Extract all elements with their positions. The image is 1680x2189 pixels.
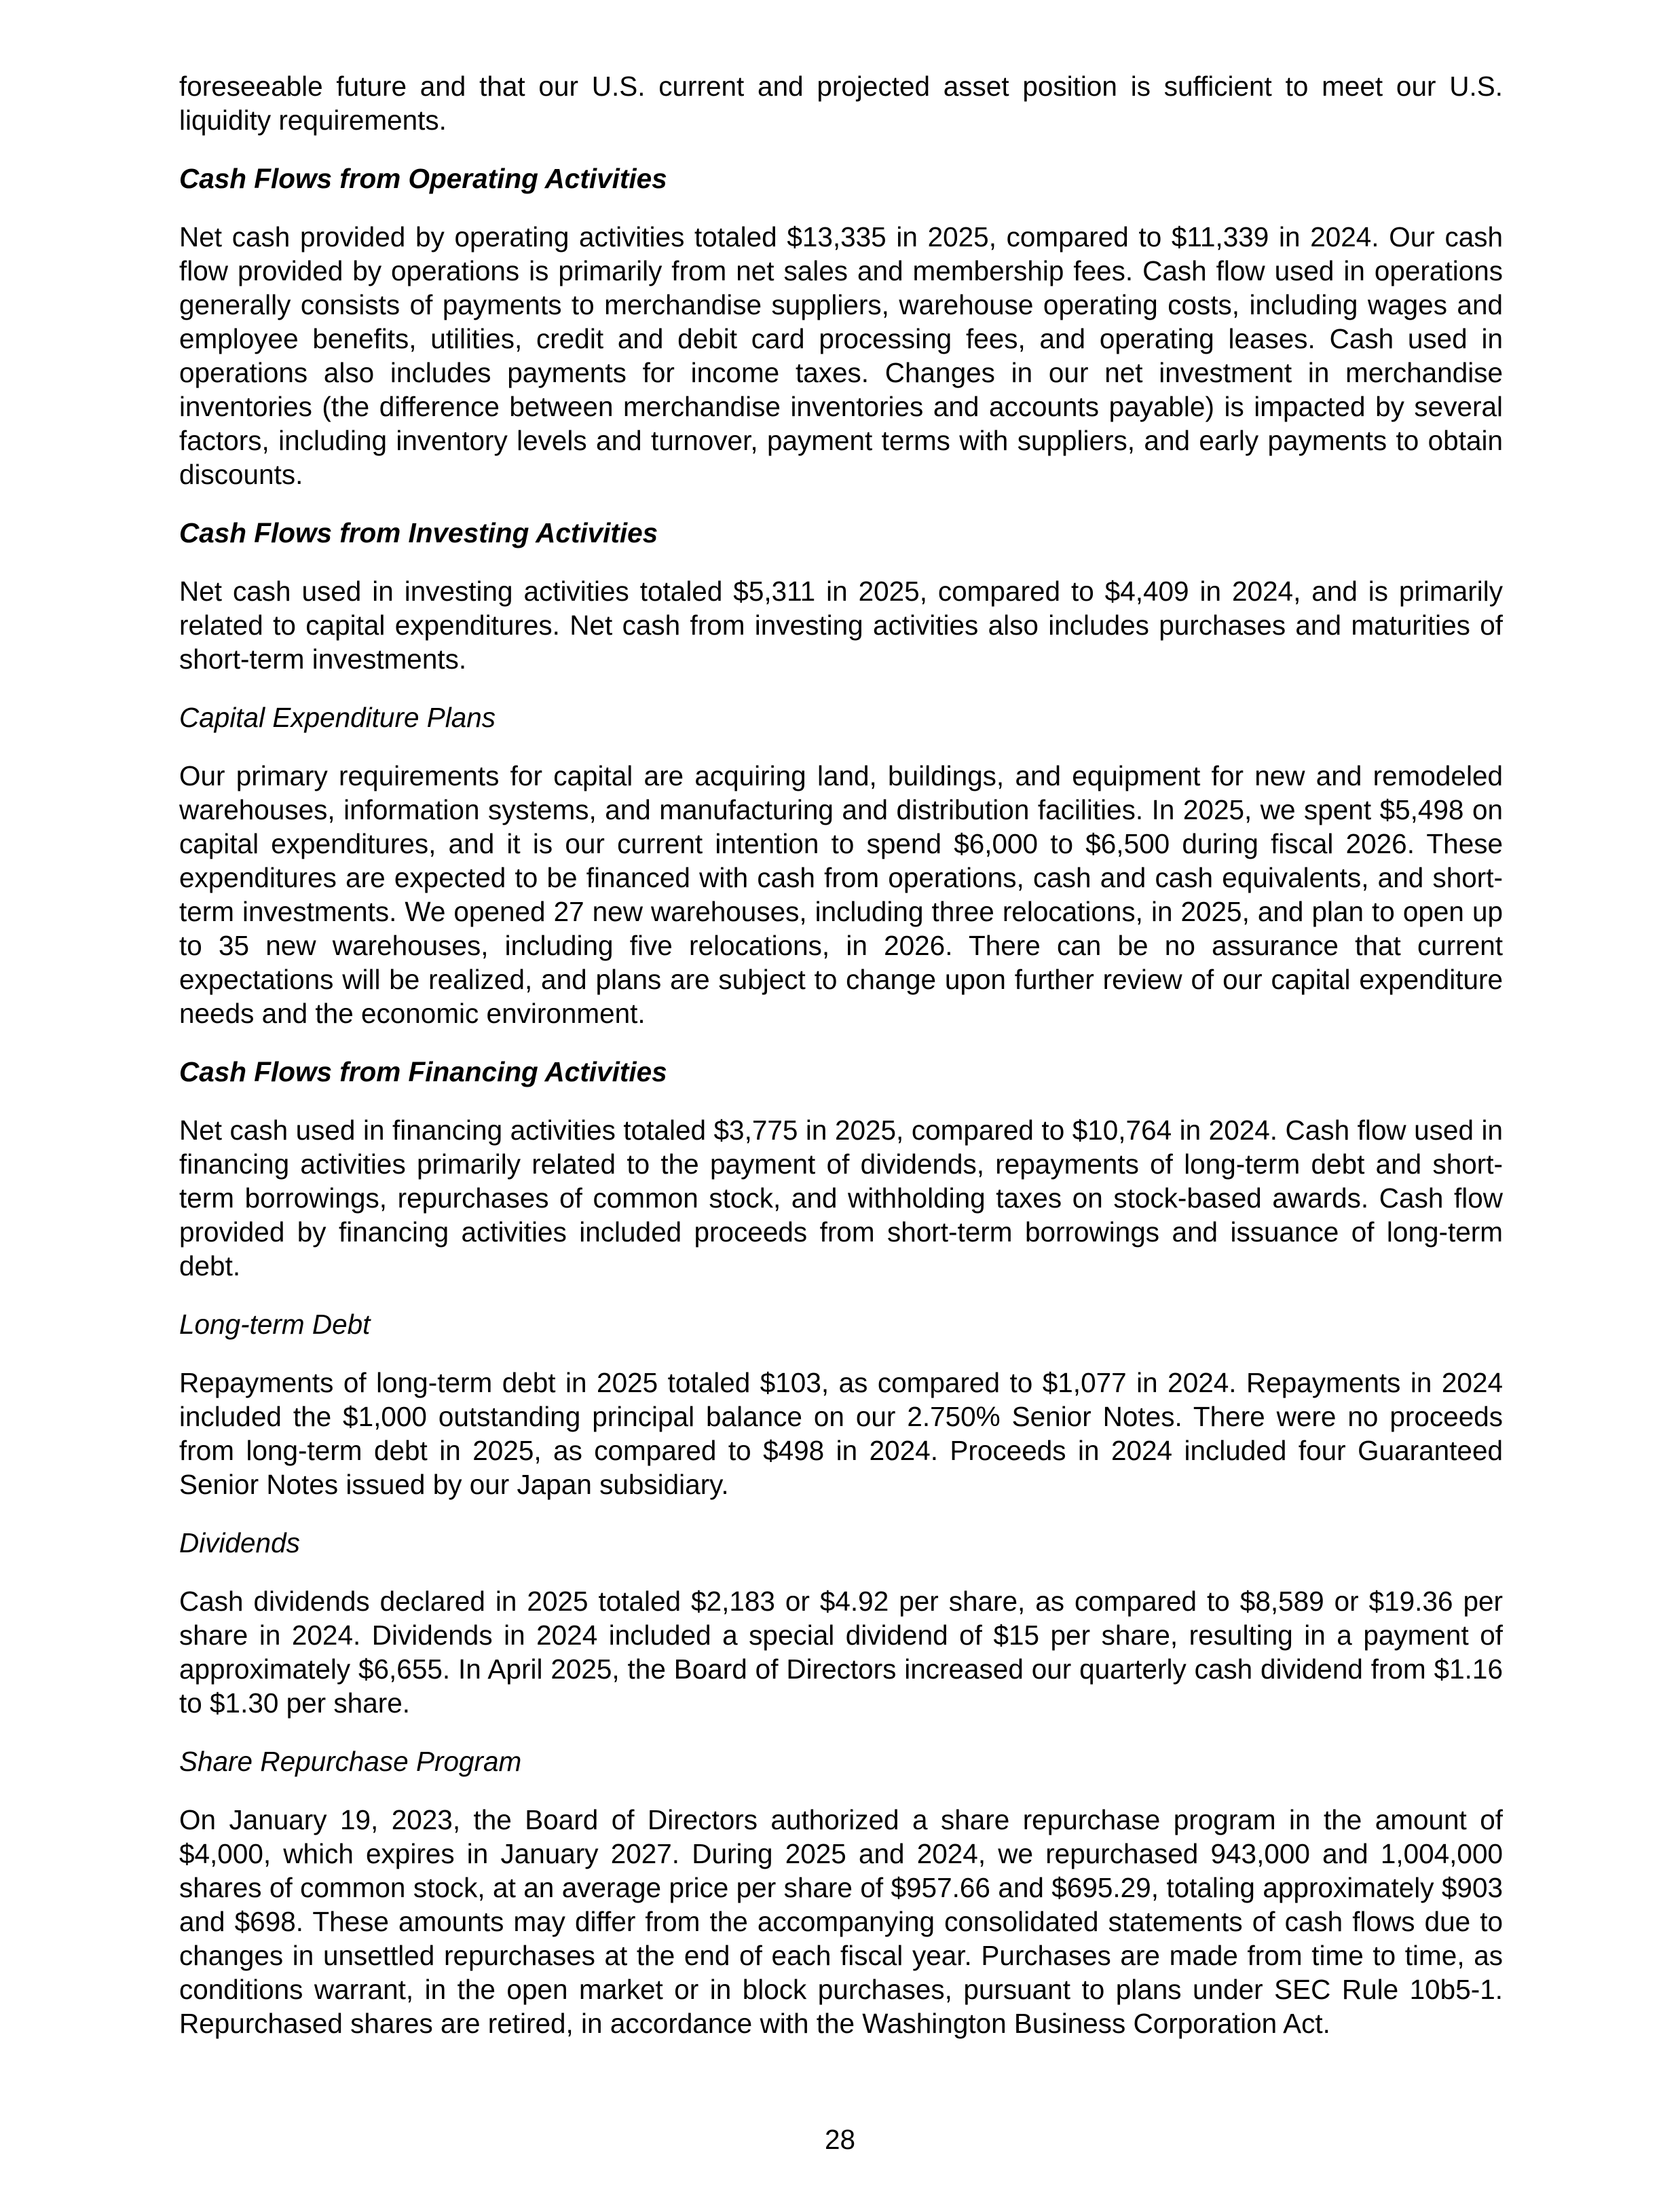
operating-activities-paragraph: Net cash provided by operating activities totaled $13,335 in 2025, compared to $11,339 in 2024. Our cash flow provided by operations is primarily from net sales and membership fees. Cash flow used in operations generally consists of payments to merchandise suppliers, warehouse operating costs, including wages and employee benefits, utilities, credit and debit card processing fees, and operating leases. Cash used in operations also includes payments for income taxes. Changes in our net investment in merchandise inventories (the difference between merchandise inventories and accounts payable) is impacted by several factors, including inventory levels and turnover, payment terms with suppliers, and early payments to obtain discounts.	[179, 221, 1503, 490]
operating-activities-heading: Cash Flows from Operating Activities	[179, 163, 667, 194]
intro-continuation-paragraph: foreseeable future and that our U.S. current and projected asset position is sufficient to meet our U.S. liquidity requirements.	[179, 71, 1503, 136]
share-repurchase-heading: Share Repurchase Program	[179, 1746, 522, 1777]
capital-expenditure-paragraph: Our primary requirements for capital are acquiring land, buildings, and equipment for new and remodeled warehouses, information systems, and manufacturing and distribution facilities. In 2025, we spent $5,498 on capital expenditures, and it is our current intention to spend $6,000 to $6,500 during fiscal 2026. These expenditures are expected to be financed with cash from operations, cash and cash equivalents, and short-term investments. We opened 27 new warehouses, including three relocations, in 2025, and plan to open up to 35 new warehouses, including five relocations, in 2026. There can be no assurance that current expectations will be realized, and plans are subject to change upon further review of our capital expenditure needs and the economic environment.	[179, 760, 1503, 1029]
capital-expenditure-heading: Capital Expenditure Plans	[179, 702, 496, 733]
dividends-paragraph: Cash dividends declared in 2025 totaled $2,183 or $4.92 per share, as compared to $8,589 or $19.36 per share in 2024. Dividends in 2024 included a special dividend of $15 per share, resulting in a payment of approximately $6,655. In April 2025, the Board of Directors increased our quarterly cash dividend from $1.16 to $1.30 per share.	[179, 1586, 1503, 1719]
investing-activities-paragraph: Net cash used in investing activities totaled $5,311 in 2025, compared to $4,409 in 2024, and is primarily related to capital expenditures. Net cash from investing activities also includes purchases and maturities of short-term investments.	[179, 576, 1503, 675]
long-term-debt-heading: Long-term Debt	[179, 1309, 371, 1340]
share-repurchase-paragraph: On January 19, 2023, the Board of Directors authorized a share repurchase program in the amount of $4,000, which expires in January 2027. During 2025 and 2024, we repurchased 943,000 and 1,004,000 shares of common stock, at an average price per share of $957.66 and $695.29, totaling approximately $903 and $698. These amounts may differ from the accompanying consolidated statements of cash flows due to changes in unsettled repurchases at the end of each fiscal year. Purchases are made from time to time, as conditions warrant, in the open market or in block purchases, pursuant to plans under SEC Rule 10b5-1. Repurchased shares are retired, in accordance with the Washington Business Corporation Act.	[179, 1804, 1503, 2039]
dividends-heading: Dividends	[179, 1527, 300, 1558]
long-term-debt-paragraph: Repayments of long-term debt in 2025 totaled $103, as compared to $1,077 in 2024. Repayments in 2024 included the $1,000 outstanding principal balance on our 2.750% Senior Notes. There were no proceeds from long-term debt in 2025, as compared to $498 in 2024. Proceeds in 2024 included four Guaranteed Senior Notes issued by our Japan subsidiary.	[179, 1367, 1503, 1500]
page-number: 28	[824, 2124, 856, 2155]
document-page	[179, 69, 1503, 2040]
financing-activities-heading: Cash Flows from Financing Activities	[179, 1056, 667, 1087]
financing-activities-paragraph: Net cash used in financing activities totaled $3,775 in 2025, compared to $10,764 in 2024. Cash flow used in financing activities primarily related to the payment of dividends, repayments of long-term debt and short-term borrowings, repurchases of common stock, and withholding taxes on stock-based awards. Cash flow provided by financing activities included proceeds from short-term borrowings and issuance of long-term debt.	[179, 1115, 1503, 1281]
investing-activities-heading: Cash Flows from Investing Activities	[179, 517, 658, 548]
